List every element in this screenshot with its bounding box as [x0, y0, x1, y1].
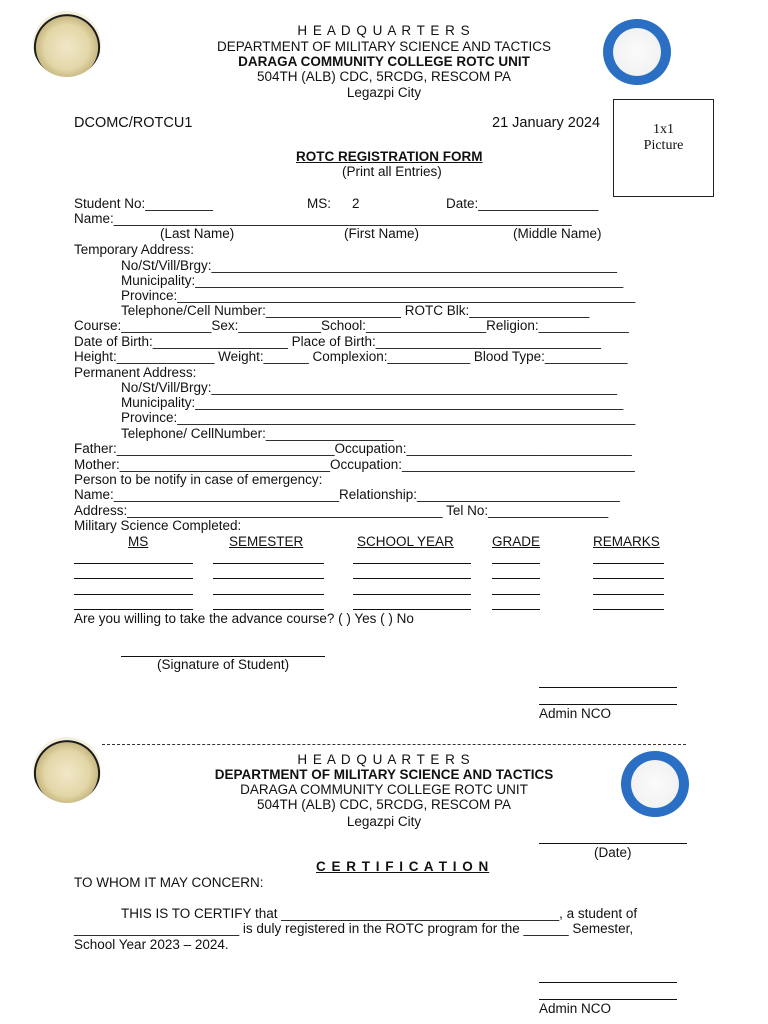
dept-heading: DEPARTMENT OF MILITARY SCIENCE AND TACTICS [216, 39, 552, 54]
name-field[interactable]: Name:_____________________________________________________________ [74, 211, 572, 226]
to-whom-label: TO WHOM IT MAY CONCERN: [74, 875, 264, 890]
cert-admin-line-2 [539, 999, 677, 1000]
cut-line [102, 744, 686, 745]
table-blank-cell[interactable] [593, 578, 664, 579]
perm-street-field[interactable]: No/St/Vill/Brgy:______________________________________________________ [121, 380, 617, 395]
course-row[interactable]: Course:____________Sex:___________School:________________Religion:____________ [74, 318, 629, 333]
table-blank-cell[interactable] [492, 563, 540, 564]
student-no-field[interactable]: Student No:_________ [74, 196, 213, 211]
father-row[interactable]: Father:_____________________________Occupation:______________________________ [74, 441, 632, 456]
col-ms: MS [128, 534, 149, 549]
city-heading: Legazpi City [346, 85, 422, 100]
mother-row[interactable]: Mother:____________________________Occupation:_______________________________ [74, 457, 635, 472]
cert-date-caption: (Date) [594, 845, 632, 860]
telephone-field[interactable]: Telephone/Cell Number:__________________ ROTC Blk:________________ [121, 303, 590, 318]
cert-hq-heading: H E A D Q U A R T E R S [297, 752, 471, 767]
cert-line-1[interactable]: THIS IS TO CERTIFY that _____________________________________, a student of [121, 906, 638, 921]
last-name-caption: (Last Name) [160, 226, 235, 241]
photo-label-2: Picture [643, 138, 684, 153]
col-grade: GRADE [492, 534, 541, 549]
table-blank-cell[interactable] [74, 594, 193, 595]
table-blank-cell[interactable] [213, 609, 324, 610]
table-blank-cell[interactable] [213, 563, 324, 564]
cert-dept-heading: DEPARTMENT OF MILITARY SCIENCE AND TACTICS [214, 767, 554, 782]
table-blank-cell[interactable] [492, 609, 540, 610]
emergency-name-row[interactable]: Name:______________________________Relationship:___________________________ [74, 487, 620, 502]
cdc-heading: 504TH (ALB) CDC, 5RCDG, RESCOM PA [256, 69, 512, 84]
cert-line-2[interactable]: ______________________ is duly registered in the ROTC program for the ______ Semester, [74, 921, 634, 936]
form-date: 21 January 2024 [492, 115, 601, 131]
table-blank-cell[interactable] [74, 578, 193, 579]
cert-title: C E R T I F I C A T I O N [316, 859, 490, 874]
col-school-year: SCHOOL YEAR [357, 534, 454, 549]
ms-value[interactable]: 2 [352, 196, 360, 211]
admin-line-2 [539, 704, 677, 705]
table-blank-cell[interactable] [492, 578, 540, 579]
unit-heading: DARAGA COMMUNITY COLLEGE ROTC UNIT [238, 54, 530, 69]
cert-city-heading: Legazpi City [346, 814, 422, 829]
cert-line-3: School Year 2023 – 2024. [74, 937, 229, 952]
table-blank-cell[interactable] [213, 578, 324, 579]
height-row[interactable]: Height:_____________ Weight:______ Complexion:___________ Blood Type:___________ [74, 349, 628, 364]
temp-address-label: Temporary Address: [74, 242, 195, 257]
form-reference: DCOMC/ROTCU1 [74, 115, 193, 131]
date-field[interactable]: Date:________________ [446, 196, 599, 211]
table-blank-cell[interactable] [213, 594, 324, 595]
table-blank-cell[interactable] [353, 563, 471, 564]
ms-completed-label: Military Science Completed: [74, 518, 242, 533]
table-blank-cell[interactable] [353, 578, 471, 579]
temp-municipality-field[interactable]: Municipality:_________________________________________________________ [121, 273, 624, 288]
admin-nco-label: Admin NCO [539, 706, 612, 721]
table-blank-cell[interactable] [593, 563, 664, 564]
col-semester: SEMESTER [229, 534, 304, 549]
dob-row[interactable]: Date of Birth:__________________ Place of Birth:______________________________ [74, 334, 601, 349]
emergency-label: Person to be notify in case of emergency: [74, 472, 323, 487]
photo-box [613, 99, 714, 197]
form-subtitle: (Print all Entries) [342, 164, 442, 179]
table-blank-cell[interactable] [593, 609, 664, 610]
perm-address-label: Permanent Address: [74, 365, 197, 380]
form-title: ROTC REGISTRATION FORM [296, 149, 483, 164]
cert-cdc-heading: 504TH (ALB) CDC, 5RCDG, RESCOM PA [256, 797, 512, 812]
photo-label-1: 1x1 [653, 122, 674, 137]
table-blank-cell[interactable] [353, 609, 471, 610]
perm-telephone-field[interactable]: Telephone/ CellNumber:_________________ [121, 426, 394, 441]
table-blank-cell[interactable] [353, 594, 471, 595]
perm-municipality-field[interactable]: Municipality:_________________________________________________________ [121, 395, 624, 410]
table-blank-cell[interactable] [492, 594, 540, 595]
advance-course-question[interactable]: Are you willing to take the advance course? ( ) Yes ( ) No [74, 611, 414, 626]
cert-admin-line-1 [539, 982, 677, 983]
col-remarks: REMARKS [593, 534, 660, 549]
cert-date-line[interactable] [539, 843, 687, 844]
cert-admin-nco-label: Admin NCO [539, 1001, 612, 1016]
table-blank-cell[interactable] [593, 594, 664, 595]
temp-province-field[interactable]: Province:_____________________________________________________________ [121, 288, 636, 303]
hq-heading: H E A D Q U A R T E R S [297, 23, 471, 38]
table-blank-cell[interactable] [74, 609, 193, 610]
first-name-caption: (First Name) [344, 226, 419, 241]
ms-label: MS: [307, 196, 332, 211]
signature-caption: (Signature of Student) [157, 657, 290, 672]
table-blank-cell[interactable] [74, 563, 193, 564]
cert-unit-heading: DARAGA COMMUNITY COLLEGE ROTC UNIT [240, 782, 528, 797]
temp-street-field[interactable]: No/St/Vill/Brgy:______________________________________________________ [121, 258, 617, 273]
perm-province-field[interactable]: Province:_____________________________________________________________ [121, 410, 636, 425]
emergency-address-row[interactable]: Address:__________________________________________ Tel No:________________ [74, 503, 609, 518]
admin-line-1 [539, 687, 677, 688]
middle-name-caption: (Middle Name) [513, 226, 602, 241]
